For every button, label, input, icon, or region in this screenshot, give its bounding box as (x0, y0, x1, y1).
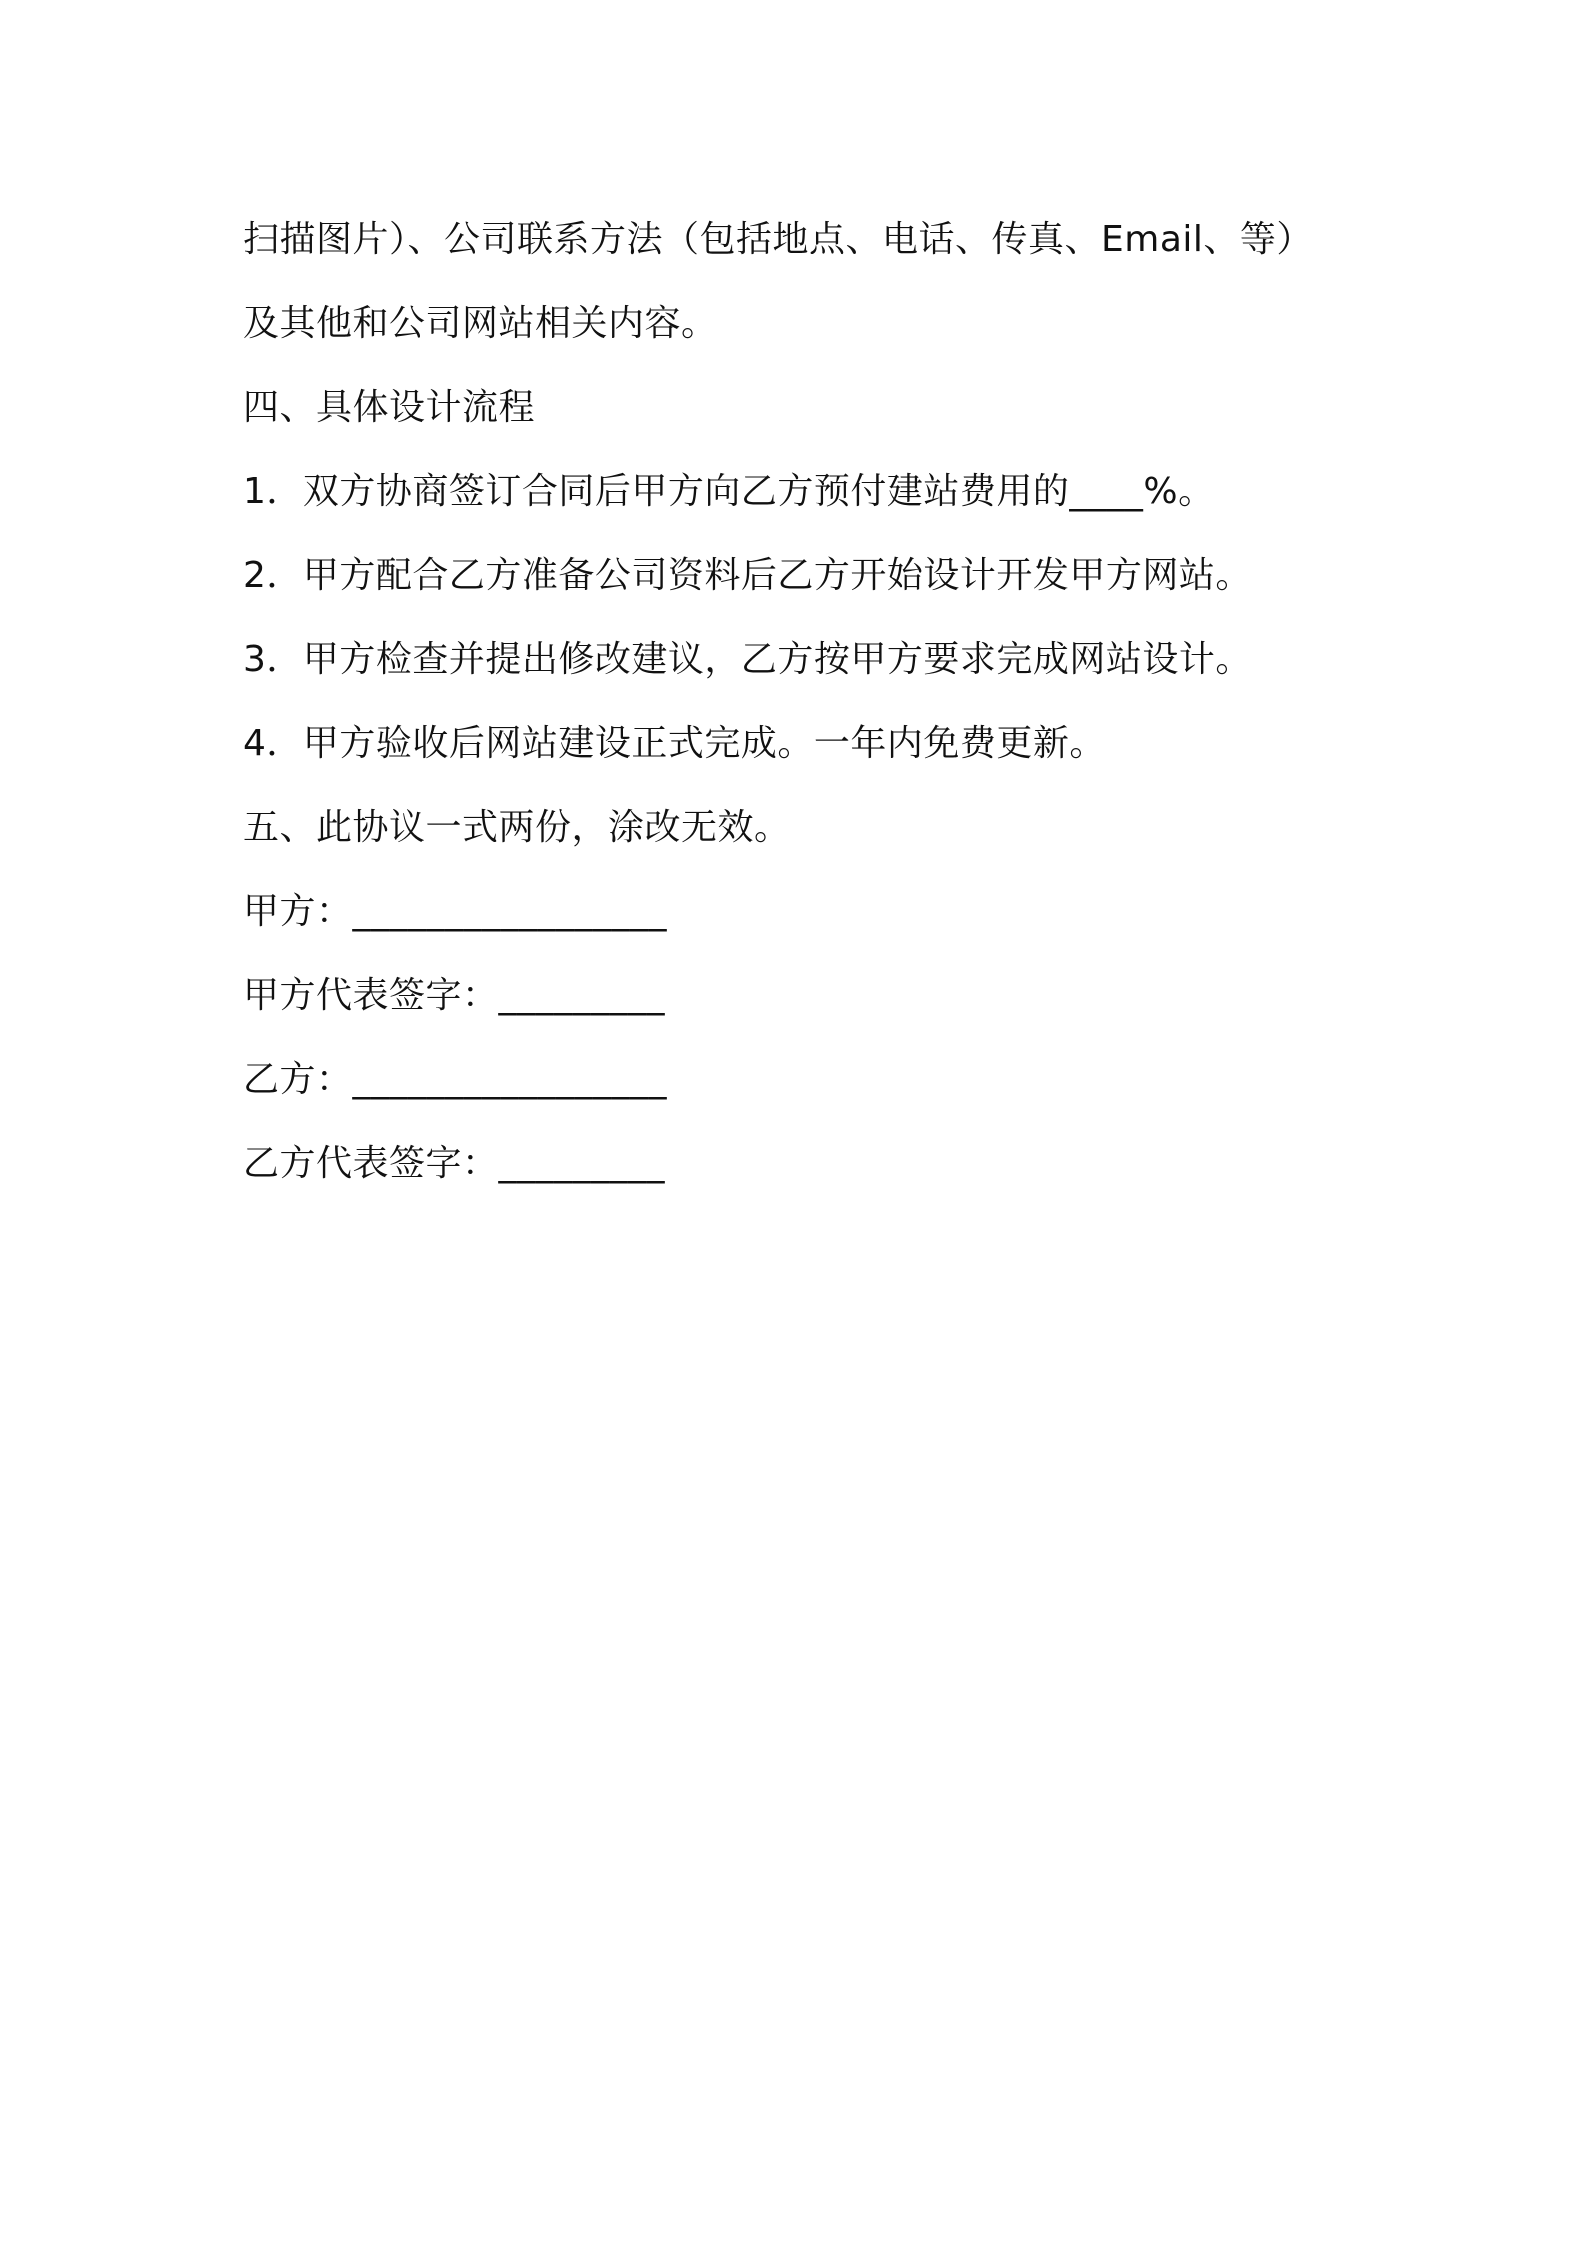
signature-party-a: 甲方：_________________ (243, 891, 668, 932)
process-step-1: 1．双方协商签订合同后甲方向乙方预付建站费用的____%。 (243, 471, 1215, 512)
document-body (243, 198, 1363, 1206)
process-step-2: 2．甲方配合乙方准备公司资料后乙方开始设计开发甲方网站。 (243, 555, 1252, 596)
paragraph-contact-info: 扫描图片）、公司联系方法（包括地点、电话、传真、Email、等） (243, 219, 1313, 260)
signature-party-a-representative: 甲方代表签字：_________ (243, 975, 666, 1016)
process-step-4: 4．甲方验收后网站建设正式完成。一年内免费更新。 (243, 723, 1106, 764)
section-heading-agreement-copies: 五、此协议一式两份，涂改无效。 (243, 807, 791, 848)
signature-party-b-representative: 乙方代表签字：_________ (243, 1143, 666, 1184)
signature-party-b: 乙方：_________________ (243, 1059, 668, 1100)
paragraph-related-content: 及其他和公司网站相关内容。 (243, 303, 718, 344)
process-step-3: 3．甲方检查并提出修改建议，乙方按甲方要求完成网站设计。 (243, 639, 1252, 680)
section-heading-design-process: 四、具体设计流程 (243, 387, 536, 428)
